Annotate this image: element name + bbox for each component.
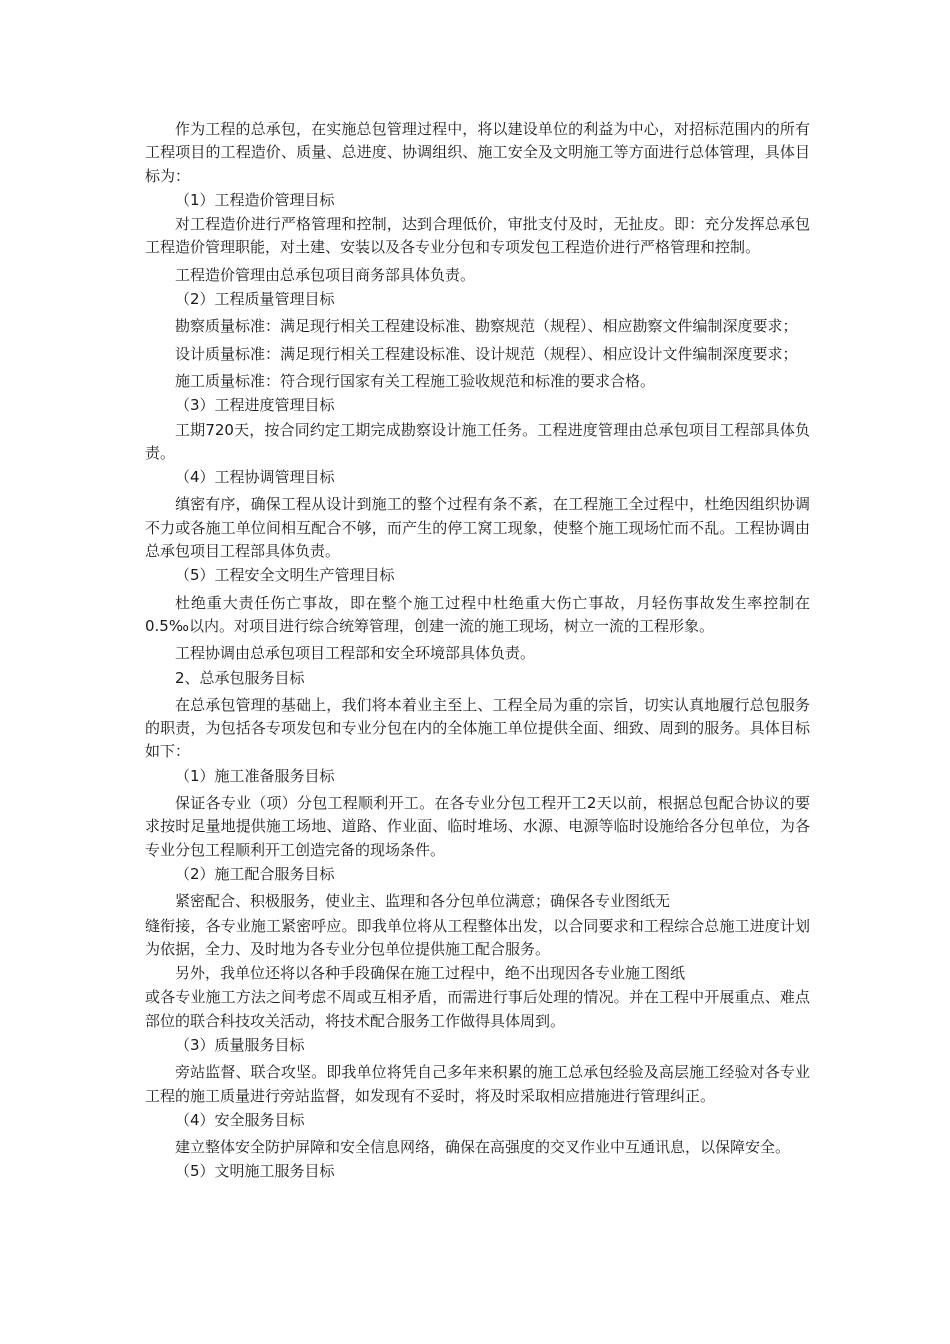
paragraph-coordination: 缜密有序，确保工程从设计到施工的整个过程有条不紊，在工程施工全过程中，杜绝因组织协调不力或各施工单位间相互配合不够，而产生的停工窝工现象，使整个施工现场忙而不乱。工程协调由总承包项目工程部具体负责。: [145, 495, 810, 561]
paragraph-intro: 作为工程的总承包，在实施总包管理过程中，将以建设单位的利益为中心，对招标范围内的所有工程项目的工程造价、质量、总进度、协调组织、施工安全及文明施工等方面进行总体管理，具体目标为：: [145, 120, 810, 185]
heading-quality-service: （3）质量服务目标: [175, 1035, 305, 1054]
paragraph-safety-responsibility: 工程协调由总承包项目工程部和安全环境部具体负责。: [175, 644, 536, 663]
paragraph-preparation-service: 保证各专业（项）分包工程顺利开工。在各专业分包工程开工2天以前，根据总包配合协议的要求按时足量地提供施工场地、道路、作业面、临时堆场、水源、电源等临时设施给各分包单位，为各专业分包工程顺利开工创造完备的现场条件。: [145, 794, 810, 859]
paragraph-safety-service: 建立整体安全防护屏障和安全信息网络，确保在高强度的交叉作业中互通讯息，以保障安全。: [175, 1138, 791, 1157]
paragraph-survey-quality: 勘察质量标准：满足现行相关工程建设标准、勘察规范（规程）、相应勘察文件编制深度要求；: [175, 317, 798, 336]
paragraph-cost-responsibility: 工程造价管理由总承包项目商务部具体负责。: [175, 265, 476, 284]
heading-civilized-service: （5）文明施工服务目标: [175, 1162, 335, 1181]
paragraph-cooperation-3: 另外，我单位还将以各种手段确保在施工过程中，绝不出现因各专业施工图纸: [175, 964, 686, 983]
heading-safety-service: （4）安全服务目标: [175, 1110, 305, 1129]
heading-preparation-service: （1）施工准备服务目标: [175, 766, 335, 785]
paragraph-cooperation-2: 缝衔接，各专业施工紧密呼应。即我单位将从工程整体出发，以合同要求和工程综合总施工进度计划为依据，全力、及时地为各专业分包单位提供施工配合服务。: [145, 916, 810, 958]
paragraph-service-intro: 在总承包管理的基础上，我们将本着业主至上、工程全局为重的宗旨，切实认真地履行总包服务的职责，为包括各专项发包和专业分包在内的全体施工单位提供全面、细致、周到的服务。具体目标如下：: [145, 695, 810, 761]
paragraph-cooperation-1: 紧密配合、积极服务，使业主、监理和各分包单位满意；确保各专业图纸无: [175, 892, 671, 911]
paragraph-schedule: 工期720天，按合同约定工期完成勘察设计施工任务。工程进度管理由总承包项目工程部具体负责。: [145, 420, 810, 462]
heading-service-targets: 2、总承包服务目标: [175, 668, 305, 687]
heading-safety-target: （5）工程安全文明生产管理目标: [175, 566, 395, 585]
document-page: [145, 118, 810, 1185]
heading-schedule-target: （3）工程进度管理目标: [175, 396, 335, 415]
paragraph-design-quality: 设计质量标准：满足现行相关工程建设标准、设计规范（规程）、相应设计文件编制深度要求；: [175, 344, 798, 363]
heading-cooperation-service: （2）施工配合服务目标: [175, 864, 335, 883]
paragraph-cooperation-4: 或各专业施工方法之间考虑不周或互相矛盾，而需进行事后处理的情况。并在工程中开展重点、难点部位的联合科技攻关活动，将技术配合服务工作做得具体周到。: [145, 988, 810, 1030]
paragraph-construction-quality: 施工质量标准：符合现行国家有关工程施工验收规范和标准的要求合格。: [175, 371, 656, 390]
paragraph-quality-service: 旁站监督、联合攻坚。即我单位将凭自己多年来积累的施工总承包经验及高层施工经验对各专业工程的施工质量进行旁站监督，如发现有不妥时，将及时采取相应措施进行管理纠正。: [145, 1063, 810, 1105]
heading-cost-target: （1）工程造价管理目标: [175, 190, 335, 209]
heading-coordination-target: （4）工程协调管理目标: [175, 468, 335, 487]
paragraph-cost-control: 对工程造价进行严格管理和控制，达到合理低价，审批支付及时，无扯皮。即：充分发挥总承包工程造价管理职能，对土建、安装以及各专业分包和专项发包工程造价进行严格管理和控制。: [145, 215, 810, 257]
paragraph-safety: 杜绝重大责任伤亡事故，即在整个施工过程中杜绝重大伤亡事故，月轻伤事故发生率控制在0.5‰以内。对项目进行综合统筹管理，创建一流的施工现场，树立一流的工程形象。: [145, 593, 810, 635]
heading-quality-target: （2）工程质量管理目标: [175, 290, 335, 309]
